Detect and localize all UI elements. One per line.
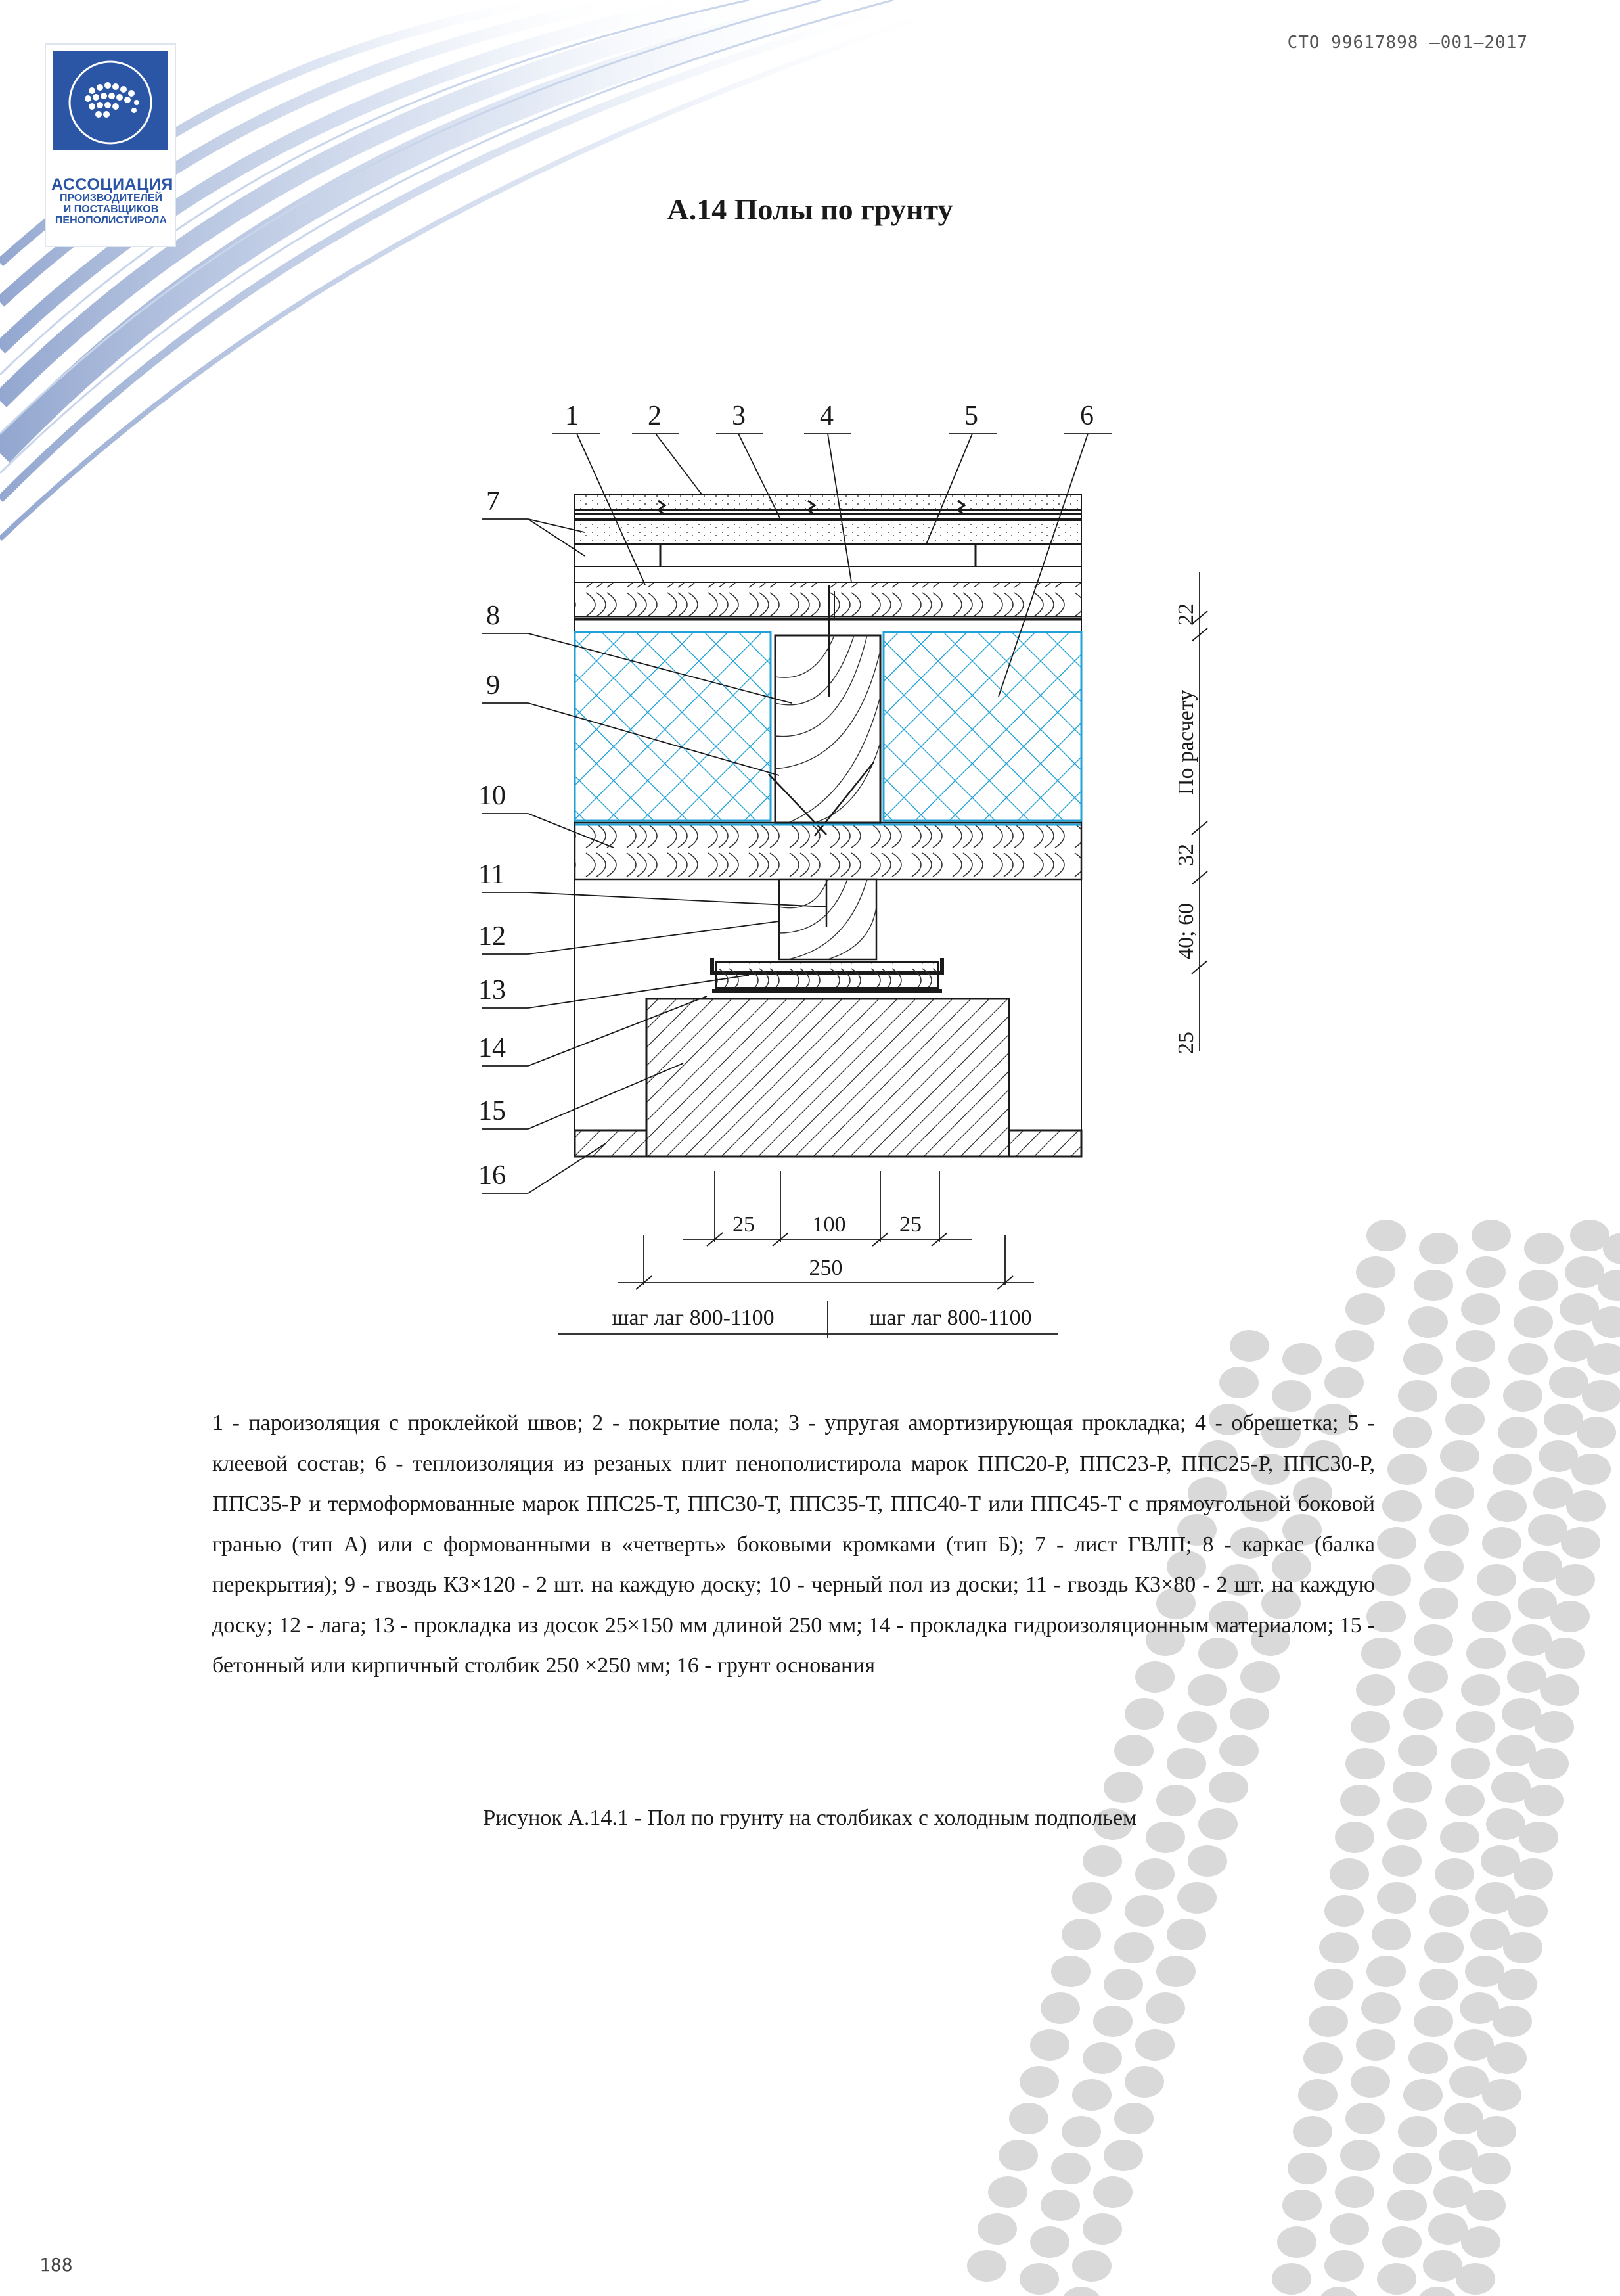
callout-8: 8 — [486, 601, 500, 631]
ground-right — [1009, 1130, 1081, 1157]
logo-line-1: АССОЦИАЦИЯ — [51, 175, 173, 194]
insulation-right — [884, 632, 1081, 821]
subfloor-board — [575, 823, 1081, 879]
logo-line-2: ПРОИЗВОДИТЕЛЕЙ — [59, 193, 163, 204]
callout-5: 5 — [964, 401, 978, 431]
section-title: А.14 Полы по грунту — [667, 193, 953, 226]
callout-14: 14 — [478, 1033, 506, 1063]
step-left: шаг лаг 800-1100 — [612, 1306, 775, 1330]
dim-bottom-25-left: 25 — [732, 1212, 755, 1237]
callout-12: 12 — [478, 921, 506, 952]
dim-bottom-250: 250 — [809, 1256, 843, 1280]
logo-line-3: И ПОСТАВЩИКОВ — [63, 204, 159, 216]
battens — [575, 582, 1081, 616]
dim-bottom-100: 100 — [812, 1212, 846, 1237]
callout-7: 7 — [486, 486, 500, 517]
gvlp-sheet-lower — [575, 544, 1081, 566]
floor-covering — [575, 494, 1081, 510]
callout-11: 11 — [478, 860, 505, 890]
callout-2: 2 — [648, 401, 662, 431]
step-right: шаг лаг 800-1100 — [869, 1306, 1032, 1330]
callout-4: 4 — [820, 401, 834, 431]
legend-text: 1 - пароизоляция с проклейкой швов; 2 - покрытие пола; 3 - упругая амортизирующая прокладка; 4 - обрешетка; 5 - клеевой состав; 6 - теплоизоляция из резаных плит пенополистирола марок ППС20-Р, ППС23-Р, ППС25-Р, ППС30-Р, ППС35-Р и термоформованные марок ППС25-Т, ППС30-Т, ППС35-Т, ППС40-Т или ППС45-Т с прямоугольной боковой гранью (тип А) или с формованными в «четверть» боковыми кромками (тип Б); 7 - лист ГВЛП; 8 - каркас (балка перекрытия); 9 - гвоздь К3×120 - 2 шт. на каждую доску; 10 - черный пол из доски; 11 - гвоздь К3×80 - 2 шт. на каждую доску; 12 - лага; 13 - прокладка из досок 25×150 мм длиной 250 мм; 14 - прокладка гидроизоляционным материалом; 15 - бетонный или кирпичный столбик 250 ×250 мм; 16 - грунт основания — [212, 1411, 1375, 1678]
dim-40-60: 40; 60 — [1174, 903, 1198, 959]
callout-3: 3 — [732, 401, 746, 431]
callout-6: 6 — [1080, 401, 1094, 431]
dim-25: 25 — [1174, 1032, 1198, 1054]
callout-16: 16 — [478, 1160, 506, 1191]
callout-15: 15 — [478, 1096, 506, 1126]
ground-left — [575, 1130, 646, 1157]
insulation-left — [575, 632, 771, 821]
floor-section-drawing — [460, 388, 1222, 1347]
logo-line-4: ПЕНОПОЛИСТИРОЛА — [55, 214, 168, 226]
dim-calc: По расчету — [1174, 689, 1198, 795]
callout-10: 10 — [478, 781, 506, 811]
callout-13: 13 — [478, 975, 506, 1005]
gvlp-sheet-upper — [575, 520, 1081, 544]
page-number: 188 — [39, 2254, 73, 2276]
globe-icon — [53, 51, 168, 150]
dim-22: 22 — [1174, 603, 1198, 626]
frame-beam — [775, 635, 880, 823]
joist — [779, 879, 876, 959]
pad-boards — [716, 962, 938, 988]
figure-caption: Рисунок А.14.1 - Пол по грунту на столбиках с холодным подпольем — [483, 1806, 1137, 1830]
concrete-post — [646, 999, 1009, 1157]
dim-bottom-25-right: 25 — [899, 1212, 922, 1237]
document-code: СТО 99617898 –001–2017 — [1287, 33, 1528, 53]
dim-32: 32 — [1174, 844, 1198, 866]
callout-1: 1 — [565, 401, 579, 431]
callout-9: 9 — [486, 670, 500, 700]
